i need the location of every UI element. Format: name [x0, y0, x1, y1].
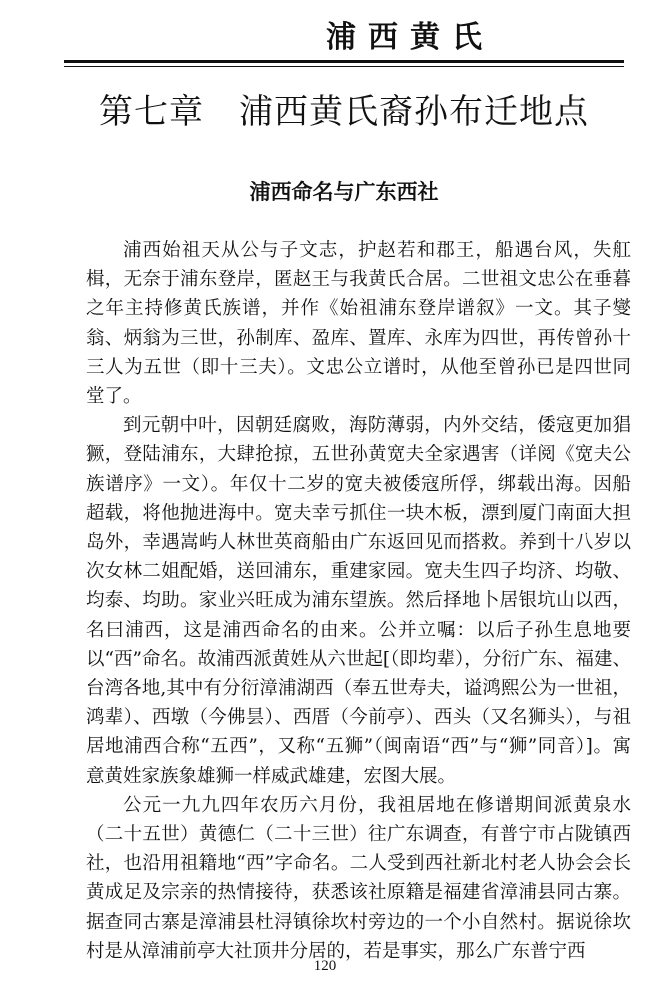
running-header-title: 浦西黄氏 — [326, 20, 494, 55]
header-rule-thick — [64, 60, 624, 63]
paragraph: 浦西始祖天从公与子文志，护赵若和郡王，船遇台风，失舡楫，无奈于浦东登岸，匿赵王与我黄氏合居。二世祖文忠公在垂暮之年主持修黄氏族谱，并作《始祖浦东登岸谱叙》一文。其子燮翁、炳翁为三世，孙制库、盈库、置库、永库为四世，再传曾孙十三人为五世（即十三夫）。文忠公立谱时，从他至曾孙已是四世同堂了。 — [86, 240, 631, 408]
paragraph: 公元一九九四年农历六月份，我祖居地在修谱期间派黄泉水（二十五世）黄德仁（二十三世）往广东调查，有普宁市占陇镇西社，也沿用祖籍地“西”字命名。二人受到西社新北村老人协会会长黄成足及宗亲的热情接待，获悉该社原籍是福建省漳浦县同古寨。据查同古寨是漳浦县杜浔镇徐坎村旁边的一个小自然村。据说徐坎村是从漳浦前亭大社顶井分居的，若是事实，那么广东普宁西 — [86, 794, 631, 962]
paragraph: 到元朝中叶，因朝廷腐败，海防薄弱，内外交结，倭寇更加猖獗，登陆浦东，大肆抢掠，五世孙黄宽夫全家遇害（详阅《宽夫公族谱序》一文）。年仅十二岁的宽夫被倭寇所俘，绑载出海。因船超载，将他抛进海中。宽夫幸亏抓住一块木板，漂到厦门南面大担岛外，幸遇嵩屿人林世英商船由广东返回见而搭救。养到十八岁以次女林二姐配婚，送回浦东，重建家园。宽夫生四子均济、均敬、均泰、均助。家业兴旺成为浦东望族。然后择地卜居银坑山以西，名曰浦西，这是浦西命名的由来。公并立嘱：以后子孙生息地要以“西”命名。故浦西派黄姓从六世起[（即均辈），分衍广东、福建、台湾各地,其中有分衍漳浦湖西（奉五世寿夫，谥鸿熙公为一世祖，鸿辈）、西墩（今佛昙）、西厝（今前亭）、西头（又名狮头），与祖居地浦西合称“五西”，又称“五狮”（闽南语“西”与“狮”同音）]。寓意黄姓家族象雄狮一样威武雄建，宏图大展。 — [86, 415, 631, 787]
body-text — [86, 236, 631, 966]
header-rule-thin — [64, 66, 624, 67]
chapter-title: 第七章 浦西黄氏裔孙布迁地点 — [99, 92, 589, 132]
section-title: 浦西命名与广东西社 — [249, 179, 439, 204]
page-number: 120 — [313, 958, 337, 974]
running-header — [64, 12, 624, 56]
